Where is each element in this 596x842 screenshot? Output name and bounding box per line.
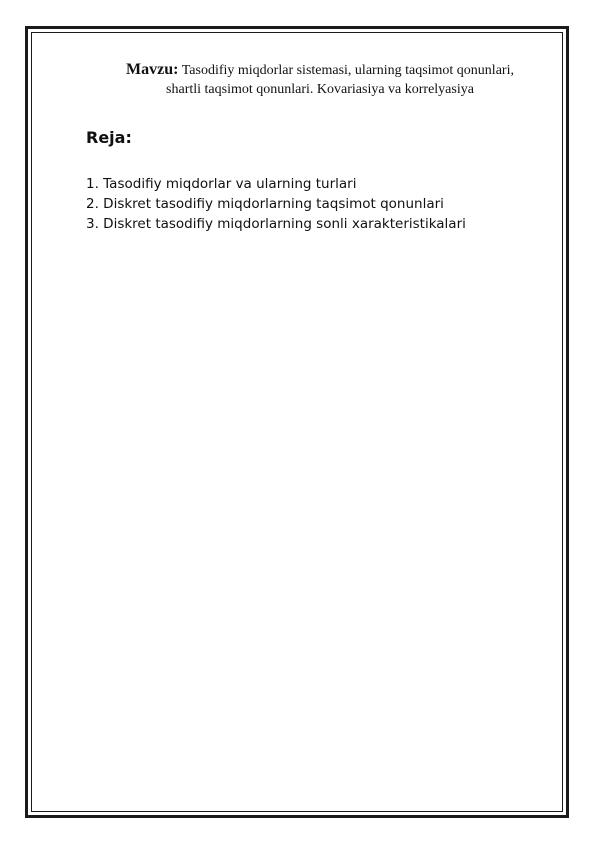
plan-item: 3. Diskret tasodifiy miqdorlarning sonli xarakteristikalari <box>86 216 466 232</box>
plan-heading: Reja: <box>86 128 132 147</box>
topic-text-line-1: Tasodifiy miqdorlar sistemasi, ularning taqsimot qonunlari, <box>181 63 514 78</box>
page-border-inner <box>31 32 563 812</box>
plan-list <box>86 174 466 234</box>
topic-block <box>60 60 580 99</box>
topic-line-1 <box>60 60 580 80</box>
plan-item: 1. Tasodifiy miqdorlar va ularning turlari <box>86 176 357 192</box>
topic-label: Mavzu: <box>126 61 179 78</box>
plan-item: 2. Diskret tasodifiy miqdorlarning taqsimot qonunlari <box>86 196 444 212</box>
topic-text-line-2: shartli taqsimot qonunlari. Kovariasiya va korrelyasiya <box>166 82 474 97</box>
